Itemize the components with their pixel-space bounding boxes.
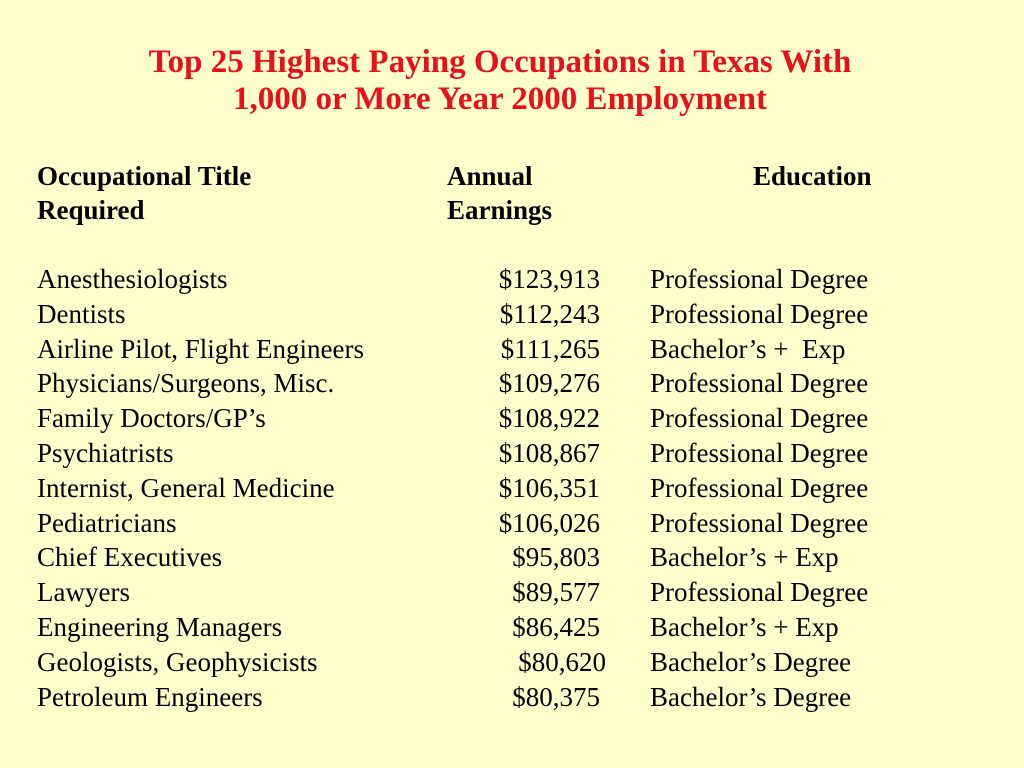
table-row xyxy=(0,680,1024,715)
occupation-title: Engineering Managers xyxy=(37,611,283,642)
education-required: Professional Degree xyxy=(650,472,869,503)
table-row xyxy=(0,366,1024,401)
education-required: Professional Degree xyxy=(650,264,869,294)
annual-earnings: $89,577 xyxy=(512,577,600,608)
table-row xyxy=(0,471,1024,506)
header-required: Required xyxy=(37,195,145,225)
occupation-title: Dentists xyxy=(37,298,126,329)
occupation-title: Physicians/Surgeons, Misc. xyxy=(37,368,335,399)
table-row xyxy=(0,610,1024,645)
header-earnings: Earnings xyxy=(447,195,553,225)
education-required: Bachelor’s + Exp xyxy=(650,611,839,642)
annual-earnings: $108,922 xyxy=(498,403,600,434)
occupation-title: Pediatricians xyxy=(37,507,177,538)
table-row xyxy=(0,506,1024,541)
annual-earnings: $80,620 xyxy=(518,646,606,677)
header-occupational-title: Occupational Title xyxy=(37,161,252,191)
occupation-title: Airline Pilot, Flight Engineers xyxy=(37,333,364,364)
education-required: Professional Degree xyxy=(650,403,869,434)
occupation-title: Chief Executives xyxy=(37,542,223,573)
table-row xyxy=(0,401,1024,436)
education-required: Bachelor’s Degree xyxy=(650,646,852,677)
education-required: Professional Degree xyxy=(650,298,869,329)
education-required: Professional Degree xyxy=(650,577,869,608)
table-row xyxy=(0,332,1024,367)
annual-earnings: $112,243 xyxy=(499,298,600,329)
table-row xyxy=(0,262,1024,297)
annual-earnings: $111,265 xyxy=(500,333,600,364)
header-annual: Annual xyxy=(447,161,533,191)
table-row xyxy=(0,645,1024,680)
education-required: Bachelor’s + Exp xyxy=(650,333,846,364)
occupation-table xyxy=(0,262,1024,714)
table-row xyxy=(0,575,1024,610)
occupation-title: Petroleum Engineers xyxy=(37,681,263,712)
page-title xyxy=(0,44,1000,118)
education-required: Professional Degree xyxy=(650,368,869,399)
education-required: Bachelor’s + Exp xyxy=(650,542,839,573)
occupation-title: Anesthesiologists xyxy=(37,264,228,294)
occupation-title: Geologists, Geophysicists xyxy=(37,646,318,677)
occupation-title: Psychiatrists xyxy=(37,437,174,468)
annual-earnings: $106,026 xyxy=(498,507,600,538)
annual-earnings: $95,803 xyxy=(512,542,600,573)
title-line-1: Top 25 Highest Paying Occupations in Texas With xyxy=(148,44,852,80)
education-required: Professional Degree xyxy=(650,437,869,468)
education-required: Bachelor’s Degree xyxy=(650,681,852,712)
occupation-title: Family Doctors/GP’s xyxy=(37,403,266,434)
annual-earnings: $123,913 xyxy=(498,264,600,294)
annual-earnings: $80,375 xyxy=(512,681,600,712)
education-required: Professional Degree xyxy=(650,507,869,538)
annual-earnings: $106,351 xyxy=(498,472,600,503)
annual-earnings: $86,425 xyxy=(512,611,600,642)
annual-earnings: $109,276 xyxy=(498,368,600,399)
table-row xyxy=(0,297,1024,332)
table-row xyxy=(0,540,1024,575)
title-line-2: 1,000 or More Year 2000 Employment xyxy=(232,81,768,117)
table-row xyxy=(0,436,1024,471)
header-education: Education xyxy=(753,161,872,191)
occupation-title: Internist, General Medicine xyxy=(37,472,335,503)
occupation-title: Lawyers xyxy=(37,577,130,608)
annual-earnings: $108,867 xyxy=(498,437,600,468)
